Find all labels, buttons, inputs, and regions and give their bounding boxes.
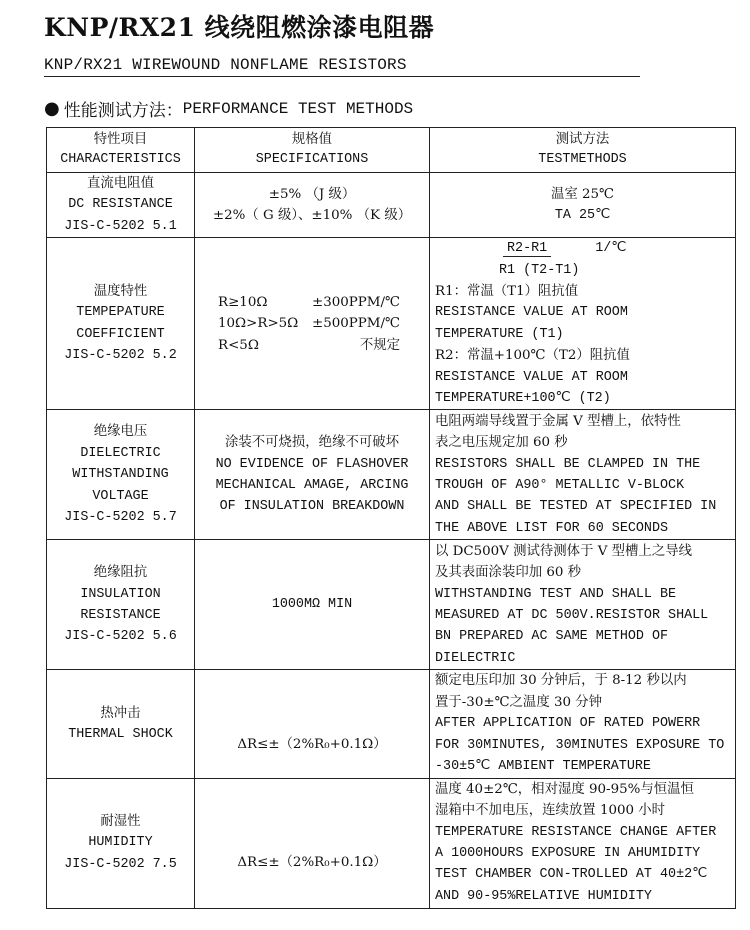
cell-text: JIS-C-5202 5.2: [64, 348, 177, 364]
cell-text: JIS-C-5202 5.1: [64, 218, 177, 234]
cell-text: TROUGH OF A90° METALLIC V-BLOCK: [435, 477, 685, 493]
cell-text: JIS-C-5202 5.7: [64, 510, 177, 526]
cell-text: -30±5℃ AMBIENT TEMPERATURE: [435, 759, 651, 775]
cell-text: ±2%（ G 级）、±10% （K 级）: [212, 208, 412, 224]
header-text: TESTMETHODS: [538, 152, 627, 167]
cell-text: THERMAL SHOCK: [68, 726, 173, 742]
cell-method: [430, 238, 736, 410]
cell-text: ±500PPM/℃: [312, 316, 401, 332]
cell-text: JIS-C-5202 5.6: [64, 629, 177, 645]
cell-text: AND SHALL BE TESTED AT SPECIFIED IN: [435, 499, 717, 515]
cell-text: VOLTAGE: [92, 488, 149, 504]
cell-text: NO EVIDENCE OF FLASHOVER: [215, 456, 409, 472]
cell-text: AND 90-95%RELATIVE HUMIDITY: [435, 888, 652, 904]
header-characteristics: [47, 128, 195, 173]
formula-unit: 1/℃: [595, 241, 627, 257]
cell-text: TEMPERATURE RESISTANCE CHANGE AFTER: [435, 824, 717, 840]
cell-method: [430, 410, 736, 540]
cell-method: [430, 778, 736, 908]
cell-text: COEFFICIENT: [76, 326, 165, 342]
cell-text: 直流电阻值: [87, 176, 154, 191]
cell-text: WITHSTANDING: [72, 467, 169, 483]
cell-text: ΔR≤±（2%R₀+0.1Ω）: [237, 855, 387, 871]
cell-text: 表之电压规定加 60 秒: [435, 435, 568, 451]
cell-specification: [195, 238, 430, 410]
cell-text: JIS-C-5202 7.5: [64, 856, 177, 872]
cell-text: MECHANICAL AMAGE, ARCING: [215, 477, 409, 493]
cell-characteristic: [47, 173, 195, 238]
cell-method: [430, 670, 736, 778]
cell-text: TA 25℃: [554, 208, 611, 224]
cell-characteristic: [47, 410, 195, 540]
page-title: KNP/RX21 线绕阻燃涂漆电阻器: [44, 13, 435, 42]
cell-text: AFTER APPLICATION OF RATED POWERR: [435, 716, 701, 732]
cell-text: DIELECTRIC: [435, 650, 516, 666]
cell-text: BN PREPARED AC SAME METHOD OF: [435, 629, 669, 645]
cell-text: 电阻两端导线置于金属 V 型槽上，依特性: [435, 413, 681, 429]
bullet-icon: ●: [44, 98, 60, 119]
cell-text: THE ABOVE LIST FOR 60 SECONDS: [435, 520, 669, 536]
cell-specification: [195, 540, 430, 670]
header-text: SPECIFICATIONS: [255, 152, 369, 167]
cell-text: OF INSULATION BREAKDOWN: [219, 499, 405, 515]
cell-text: 温度 40±2℃，相对湿度 90-95%与恒温恒: [435, 781, 694, 797]
performance-test-table: [46, 127, 736, 909]
cell-specification: [195, 778, 430, 908]
cell-text: ΔR≤±（2%R₀+0.1Ω）: [237, 737, 387, 753]
cell-method: [430, 173, 736, 238]
header-text: 规格值: [291, 132, 333, 147]
cell-text: A 1000HOURS EXPOSURE IN AHUMIDITY: [435, 846, 701, 861]
cell-text: R≥10Ω: [218, 294, 268, 310]
cell-text: R2：常温+100℃（T2）阻抗值: [435, 348, 630, 364]
section-heading-en: PERFORMANCE TEST METHODS: [182, 99, 414, 118]
cell-specification: [195, 410, 430, 540]
cell-text: RESISTANCE: [80, 607, 161, 623]
table-row: [47, 670, 736, 778]
header-specifications: [195, 128, 430, 173]
cell-specification: [195, 173, 430, 238]
cell-text: FOR 30MINUTES, 30MINUTES EXPOSURE TO: [435, 737, 725, 753]
cell-text: 温度特性: [93, 284, 148, 300]
table-row: [47, 778, 736, 908]
cell-specification: [195, 670, 430, 778]
cell-text: TEMPEPATURE: [76, 305, 165, 321]
cell-text: R1：常温（T1）阻抗值: [435, 284, 579, 300]
cell-text: RESISTANCE VALUE AT ROOM: [435, 305, 628, 321]
cell-characteristic: [47, 670, 195, 778]
header-text: 特性项目: [93, 132, 148, 147]
header-text: CHARACTERISTICS: [60, 152, 181, 167]
table-row: [47, 173, 736, 238]
page-subtitle: KNP/RX21 WIREWOUND NONFLAME RESISTORS: [44, 56, 640, 77]
cell-text: TEST CHAMBER CON-TROLLED AT 40±2℃: [435, 867, 708, 883]
cell-text: 耐湿性: [100, 813, 141, 829]
cell-text: MEASURED AT DC 500V.RESISTOR SHALL: [435, 607, 709, 623]
cell-text: RESISTANCE VALUE AT ROOM: [435, 369, 628, 385]
cell-text: DC RESISTANCE: [68, 197, 173, 213]
cell-text: DIELECTRIC: [80, 445, 161, 461]
cell-characteristic: [47, 238, 195, 410]
cell-text: 及其表面涂装印加 60 秒: [435, 565, 582, 581]
cell-characteristic: [47, 778, 195, 908]
cell-text: R<5Ω: [218, 337, 259, 353]
cell-text: 温室 25℃: [550, 186, 615, 202]
cell-text: 1000MΩ MIN: [271, 597, 353, 613]
cell-text: 热冲击: [100, 705, 141, 721]
cell-text: TEMPERATURE+100℃ (T2): [435, 391, 611, 407]
table-header-row: [47, 128, 736, 173]
cell-text: 湿箱中不加电压，连续放置 1000 小时: [435, 803, 666, 819]
cell-text: INSULATION: [80, 586, 161, 602]
section-heading-cn: 性能测试方法：: [63, 101, 183, 121]
cell-text: 以 DC500V 测试待测体于 V 型槽上之导线: [435, 543, 692, 559]
tcr-spec-grid: [218, 292, 406, 356]
cell-text: 不规定: [359, 337, 400, 353]
formula-denominator: R1 (T2-T1): [499, 262, 580, 278]
cell-text: TEMPERATURE (T1): [435, 326, 564, 342]
cell-text: 绝缘阻抗: [93, 565, 148, 581]
table-row: [47, 238, 736, 410]
cell-characteristic: [47, 540, 195, 670]
table-row: [47, 410, 736, 540]
cell-text: HUMIDITY: [88, 835, 153, 851]
header-test-methods: [430, 128, 736, 173]
formula-numerator: R2-R1: [503, 241, 551, 257]
section-heading: [44, 96, 413, 121]
cell-text: 10Ω>R>5Ω: [218, 316, 299, 332]
cell-text: 绝缘电压: [93, 424, 148, 440]
table-row: [47, 540, 736, 670]
tcr-formula: [435, 238, 732, 259]
cell-method: [430, 540, 736, 670]
header-text: 测试方法: [555, 132, 610, 147]
cell-text: 置于-30±℃之温度 30 分钟: [435, 694, 603, 710]
cell-text: WITHSTANDING TEST AND SHALL BE: [435, 586, 677, 602]
cell-text: RESISTORS SHALL BE CLAMPED IN THE: [435, 456, 701, 472]
cell-text: 额定电压印加 30 分钟后，于 8-12 秒以内: [435, 673, 687, 689]
cell-text: 涂装不可烧损，绝缘不可破坏: [224, 435, 400, 451]
cell-text: ±5% （J 级）: [268, 186, 356, 202]
cell-text: ±300PPM/℃: [312, 294, 401, 310]
